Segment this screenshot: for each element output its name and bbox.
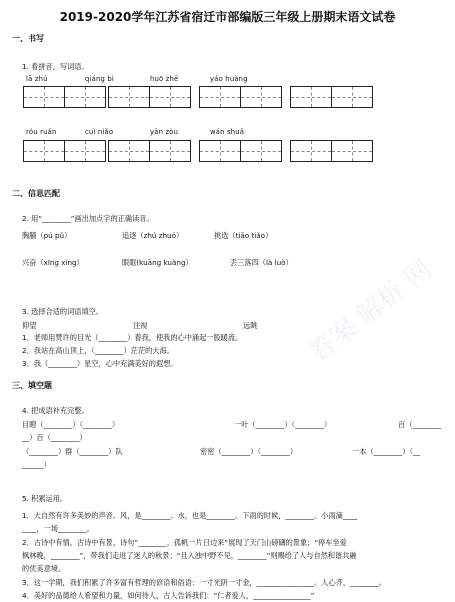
idiom-5: 密密（________）（________） — [200, 447, 298, 456]
choice-tiaoxuan: 挑选（tiāo tiǎo） — [214, 231, 273, 240]
pinyin-cui-niao: cuì niǎo — [85, 128, 114, 136]
writing-box[interactable] — [199, 140, 241, 162]
choice-diusanluosi: 丢三落四（là luò） — [230, 258, 293, 267]
question-1: 1. 看拼音，写词语。 — [22, 62, 89, 71]
pinyin-la-zhu: lā zhú — [26, 75, 48, 83]
pinyin-rou-ruan: róu ruǎn — [26, 128, 57, 136]
idiom-3-end: __）百（________） — [22, 433, 87, 442]
pinyin-yan-zou: yǎn zòu — [150, 128, 179, 136]
writing-box[interactable] — [149, 86, 191, 108]
writing-box[interactable] — [23, 140, 65, 162]
idiom-1: 目瞪（________）（________） — [22, 420, 120, 429]
writing-box[interactable] — [290, 86, 332, 108]
idiom-2: 一叶（________）（________） — [234, 420, 332, 429]
writing-box[interactable] — [290, 140, 332, 162]
accumulate-1a: 1．大自然有许多美妙的声音。风，是________。水，也是________。下雨的时候，________。小雨滴____ — [22, 511, 358, 520]
word-option-yangwang: 仰望 — [22, 321, 37, 330]
writing-box[interactable] — [331, 86, 373, 108]
question-2: 2. 用“________”画出加点字的正确读音。 — [22, 214, 154, 223]
idiom-6-start: 一本（________）（__ — [352, 447, 421, 456]
section-heading-matching: 二、信息匹配 — [12, 189, 60, 198]
idiom-3-start: 百（________ — [398, 420, 442, 429]
question-3: 3. 选择合适的词语填空。 — [22, 307, 104, 316]
accumulate-2c: 的优美意境。 — [22, 564, 66, 573]
fill-sentence-3: 3．我（________）星空，心中充满美好的遐想。 — [22, 359, 178, 368]
page-title: 2019-2020学年江苏省宿迁市部编版三年级上册期末语文试卷 — [59, 10, 396, 24]
accumulate-2b: 枫林晚，________”，带我们走进了迷人的秋景；“且入浊中野不见，________”则赐给了人与自然和谐共融 — [22, 551, 357, 560]
writing-box[interactable] — [108, 86, 150, 108]
pinyin-huo-zhe: huō zhē — [150, 75, 179, 83]
accumulate-4: 4．美好的品德给人希望和力量，如何待人，古人告诉我们：“仁者爱人，________________” — [22, 591, 315, 600]
question-5: 5. 积累运用。 — [22, 494, 68, 503]
word-option-yuantiao: 远眺 — [243, 321, 258, 330]
writing-box[interactable] — [240, 140, 282, 162]
pinyin-qiang-bi: qiáng bì — [85, 75, 114, 83]
fill-sentence-1: 1．老师用赞许的目光（________）着我，使我的心中涌起一股暖流。 — [22, 333, 243, 342]
choice-yankuang: 眼眶(kuāng kuàng） — [122, 258, 193, 267]
fill-sentence-2: 2．我站在高山顶上，（________）茫茫的大海。 — [22, 346, 174, 355]
writing-box[interactable] — [331, 140, 373, 162]
watermark: 答案 解析 网 — [303, 254, 438, 369]
accumulate-3: 3．这一学期，我们积累了许多富有哲理的谚语和俗语：一寸光阴一寸金，________________。人心齐，________。 — [22, 578, 386, 587]
writing-box[interactable] — [64, 140, 106, 162]
choice-xiongpu: 胸脯（pú pǔ） — [22, 231, 72, 240]
writing-box[interactable] — [149, 140, 191, 162]
question-4: 4. 把成语补充完整。 — [22, 406, 89, 415]
accumulate-2a: 2．古诗中有情，古诗中有景，诗句“________，孤帆一片日边来”展现了天门山磅礴的景象；“停车坐爱 — [22, 538, 347, 547]
writing-box[interactable] — [108, 140, 150, 162]
section-heading-fill: 三、填空题 — [12, 381, 52, 390]
writing-box[interactable] — [240, 86, 282, 108]
accumulate-1b: ____，一场________。 — [22, 524, 94, 533]
section-heading-writing: 一、书写 — [12, 34, 44, 43]
pinyin-wan-shua: wán shuǎ — [210, 128, 245, 136]
writing-box[interactable] — [199, 86, 241, 108]
choice-xingfen: 兴奋（xīng xìng） — [22, 258, 84, 267]
idiom-4: （________）群（________）队 — [22, 447, 123, 456]
writing-box[interactable] — [23, 86, 65, 108]
pinyin-yao-huang: yáo huàng — [210, 75, 248, 83]
writing-box[interactable] — [64, 86, 106, 108]
choice-zhuizhu: 追逐（zhú zhuó） — [122, 231, 184, 240]
idiom-6-end: ______） — [22, 460, 51, 469]
word-option-zhushi: 注视 — [133, 321, 148, 330]
